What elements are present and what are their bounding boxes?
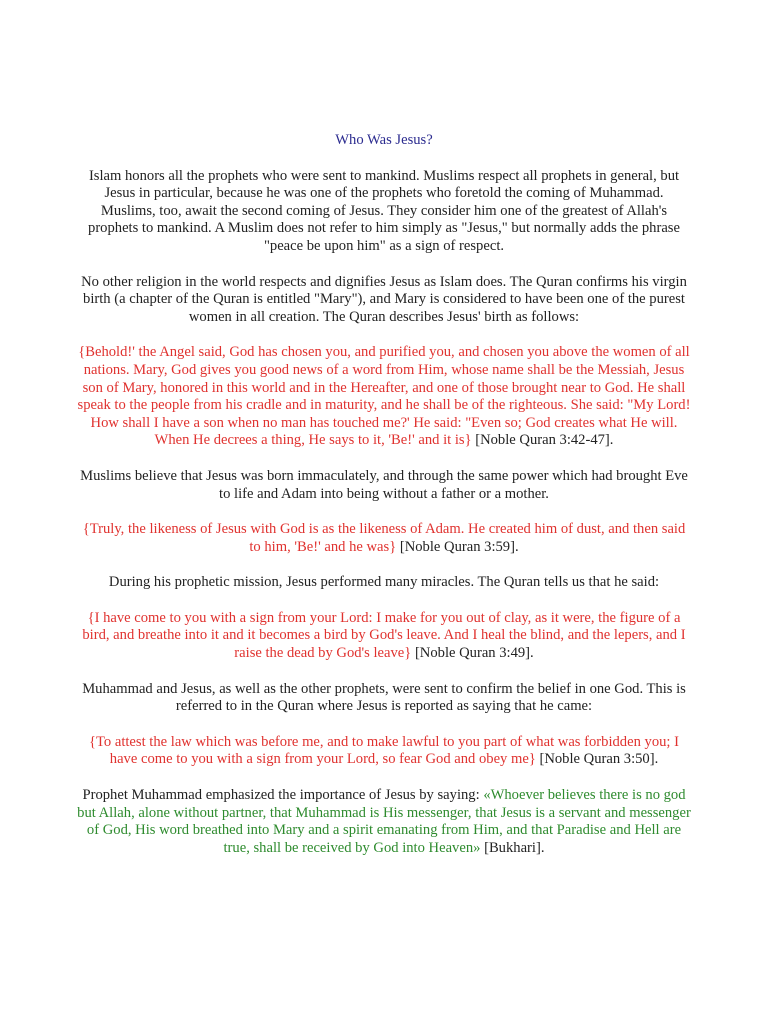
paragraph-immaculate: Muslims believe that Jesus was born immaculately, and through the same power which had brought Eve to life and Adam into being without a father or a mother.: [80, 467, 688, 502]
paragraph-intro: Islam honors all the prophets who were sent to mankind. Muslims respect all prophets in general, but Jesus in particular, because he was one of the prophets who foretold the coming of Muhammad. Muslims, too, await the second coming of Jesus. They consider him one of the greatest of Allah's prophets to mankind. A Muslim does not refer to him simply as "Jesus," but normally adds the phrase "peace be upon him" as a sign of respect.: [88, 167, 680, 254]
quran-quote-adam: {Truly, the likeness of Jesus with God is as the likeness of Adam. He created him of dust, and then said to him, 'Be!' and he was}: [82, 521, 686, 555]
hadith-intro: Prophet Muhammad emphasized the importance of Jesus by saying:: [82, 787, 484, 804]
quran-reference-birth: [Noble Quran 3:42-47].: [471, 432, 614, 449]
quran-reference-law: [Noble Quran 3:50].: [535, 751, 659, 768]
quote-adam-block: [76, 521, 692, 556]
document-body: [76, 132, 692, 875]
quran-reference-adam: [Noble Quran 3:59].: [396, 538, 519, 555]
quran-quote-birth: {Behold!' the Angel said, God has chosen you, and purified you, and chosen you above the women of all nations. Mary, God gives you good news of a word from Him, whose name shall be the Messiah, Jesus son of Mary, honored in this world and in the Hereafter, and one of those brought near to God. He shall speak to the people from his cradle and in maturity, and he shall be of the righteous. She said: "My Lord! How shall I have a son when no man has touched me?' He said: "Even so; God creates what He will. When He decrees a thing, He says to it, 'Be!' and it is}: [77, 344, 691, 449]
paragraph-virgin-birth: No other religion in the world respects and dignifies Jesus as Islam does. The Quran confirms his virgin birth (a chapter of the Quran is entitled "Mary"), and Mary is considered to have been one of the purest women in all creation. The Quran describes Jesus' birth as follows:: [81, 273, 687, 325]
document-title: Who Was Jesus?: [335, 132, 433, 148]
quote-birth-block: [76, 344, 692, 450]
quran-quote-miracles: {I have come to you with a sign from your Lord: I make for you out of clay, as it were, the figure of a bird, and breathe into it and it becomes a bird by God's leave. And I heal the blind, and the lepers, and I raise the dead by God's leave}: [82, 609, 686, 662]
quote-law-block: [76, 734, 692, 769]
quote-miracles-block: [76, 610, 692, 663]
quran-quote-law: {To attest the law which was before me, and to make lawful to you part of what was forbidden you; I have come to you with a sign from your Lord, so fear God and obey me}: [89, 733, 679, 768]
hadith-reference: [Bukhari].: [480, 839, 545, 856]
hadith-quote: «Whoever believes there is no god but Allah, alone without partner, that Muhammad is His messenger, that Jesus is a servant and messenger of God, His word breathed into Mary and a spirit emanating from Him, and that Paradise and Hell are true, shall be received by God into Heaven»: [77, 787, 691, 856]
paragraph-miracles: During his prophetic mission, Jesus performed many miracles. The Quran tells us that he said:: [108, 574, 660, 591]
paragraph-one-god: Muhammad and Jesus, as well as the other prophets, were sent to confirm the belief in one God. This is referred to in the Quran where Jesus is reported as saying that he came:: [82, 680, 686, 715]
quran-reference-miracles: [Noble Quran 3:49].: [411, 645, 534, 662]
paragraph-hadith: [76, 787, 692, 857]
